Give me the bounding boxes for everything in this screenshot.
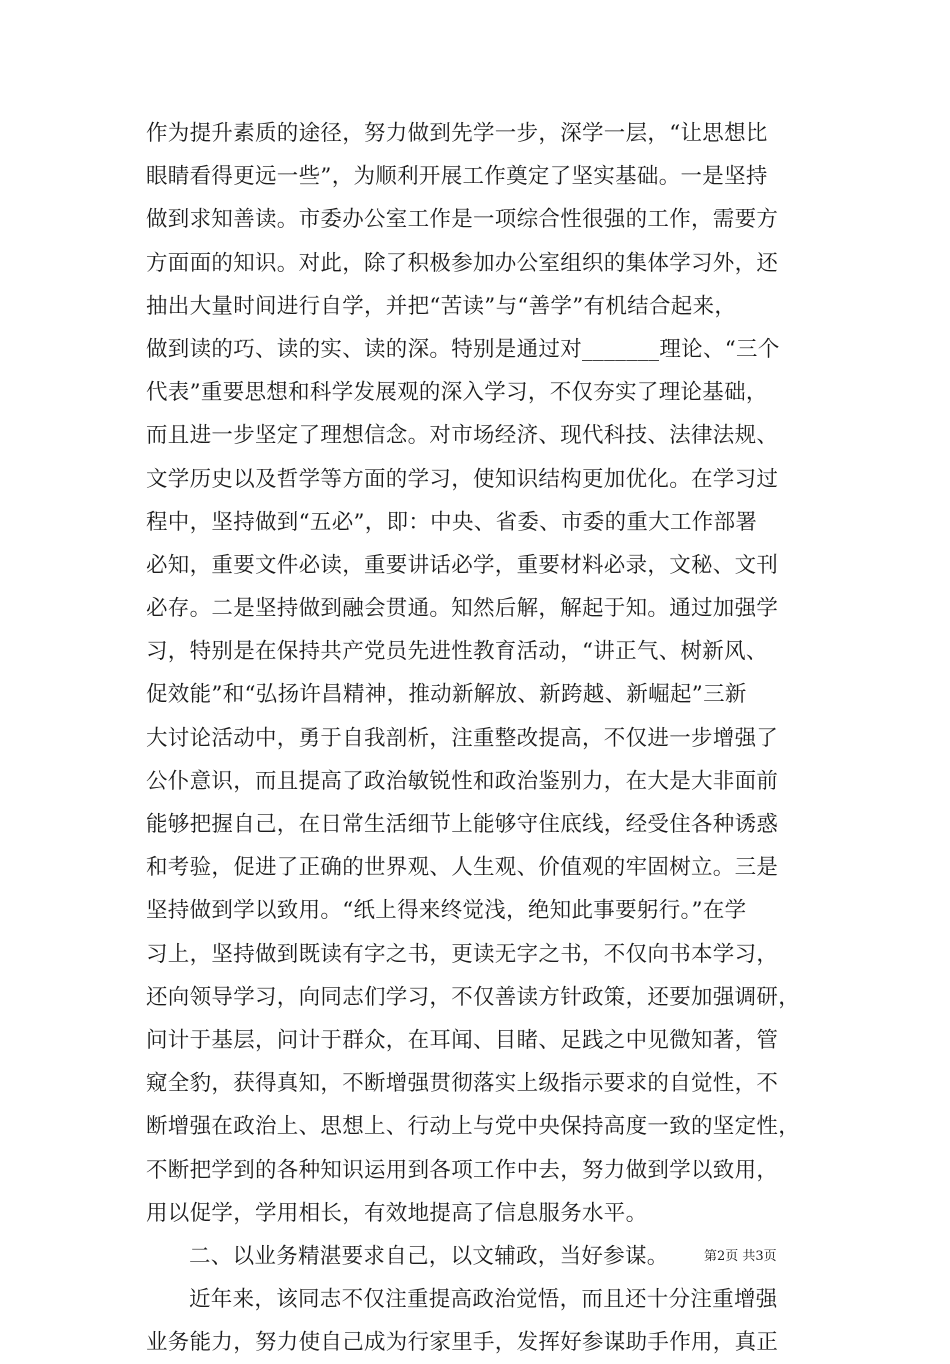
text-line: 还向领导学习，向同志们学习，不仅善读方针政策，还要加强调研， (146, 984, 801, 1010)
text-line: 公仆意识，而且提高了政治敏锐性和政治鉴别力，在大是大非面前 (146, 768, 779, 794)
text-line: 能够把握自己，在日常生活细节上能够守住底线，经受住各种诱惑 (146, 812, 779, 837)
text-line: 用以促学，学用相长，有效地提高了信息服务水平。 (146, 1200, 648, 1226)
text-line: 业务能力，努力使自己成为行家里手，发挥好参谋助手作用，真正 (146, 1330, 779, 1356)
text-line: 代表”重要思想和科学发展观的深入学习，不仅夯实了理论基础， (146, 380, 768, 406)
text-line: 习，特别是在保持共产党员先进性教育活动，“讲正气、树新风、 (146, 639, 768, 665)
text-line: 近年来，该同志不仅注重提高政治觉悟，而且还十分注重增强 (189, 1287, 778, 1313)
text-line: 和考验，促进了正确的世界观、人生观、价值观的牢固树立。三是 (146, 855, 779, 881)
text-line: 文学历史以及哲学等方面的学习，使知识结构更加优化。在学习过 (146, 466, 779, 492)
text-line: 窥全豹，获得真知，不断增强贯彻落实上级指示要求的自觉性，不 (146, 1071, 779, 1097)
text-line: 坚持做到学以致用。“纸上得来终觉浅，绝知此事要躬行。”在学 (146, 898, 747, 924)
document-body (146, 112, 822, 1364)
text-line: 眼睛看得更远一些”，为顺利开展工作奠定了坚实基础。一是坚持 (146, 164, 768, 190)
text-line: 问计于基层，问计于群众，在耳闻、目睹、足践之中见微知著，管 (146, 1027, 779, 1053)
text-line: 断增强在政治上、思想上、行动上与党中央保持高度一致的坚定性， (146, 1114, 801, 1140)
text-line: 抽出大量时间进行自学，并把“苦读”与“善学”有机结合起来， (146, 293, 737, 319)
text-line: 必存。二是坚持做到融会贯通。知然后解，解起于知。通过加强学 (146, 596, 779, 622)
text-line: 习上，坚持做到既读有字之书，更读无字之书，不仅向书本学习， (146, 941, 779, 967)
text-line: 方面面的知识。对此，除了积极参加办公室组织的集体学习外，还 (146, 250, 779, 276)
text-line: 做到求知善读。市委办公室工作是一项综合性很强的工作，需要方 (146, 207, 779, 233)
text-line: 程中，坚持做到“五必”，即：中央、省委、市委的重大工作部署 (146, 509, 758, 535)
text-line: 不断把学到的各种知识运用到各项工作中去，努力做到学以致用， (146, 1157, 779, 1183)
text-line: 促效能”和“弘扬许昌精神，推动新解放、新跨越、新崛起”三新 (146, 682, 747, 708)
text-line: 大讨论活动中，勇于自我剖析，注重整改提高，不仅进一步增强了 (146, 725, 779, 751)
section-heading: 二、以业务精湛要求自己，以文辅政，当好参谋。 (189, 1243, 669, 1269)
text-line: 而且进一步坚定了理想信念。对市场经济、现代科技、法律法规、 (146, 423, 779, 449)
text-line: 作为提升素质的途径，努力做到先学一步，深学一层，“让思想比 (146, 121, 768, 146)
page-number: 第2页 共3页 (704, 1249, 777, 1264)
text-line: 必知，重要文件必读，重要讲话必学，重要材料必录，文秘、文刊 (146, 552, 779, 578)
text-line: 做到读的巧、读的实、读的深。特别是通过对_______理论、“三个 (146, 336, 780, 362)
